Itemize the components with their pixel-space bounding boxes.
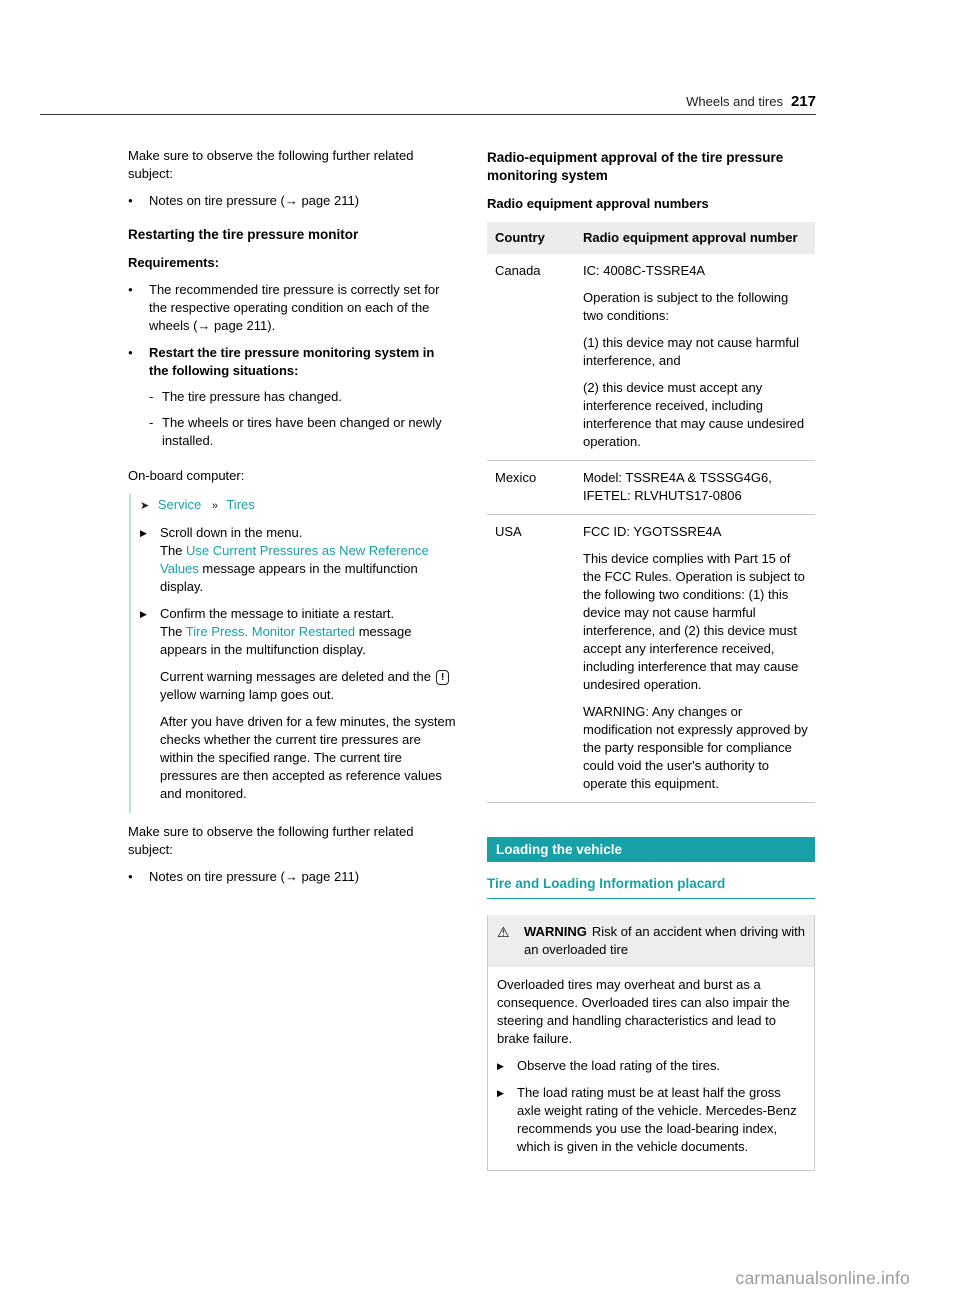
menu-separator-icon: » <box>211 500 218 512</box>
cell-paragraph: Operation is subject to the following two conditions: <box>583 290 789 323</box>
warning-risk-text: Risk of an accident when driving with an overloaded tire <box>524 924 806 957</box>
table-header-row <box>487 222 815 254</box>
dash-icon: - <box>149 389 154 404</box>
col-header-country: Country <box>487 222 575 254</box>
warning-instruction-step <box>497 1057 805 1075</box>
warning-label: WARNING <box>524 924 587 939</box>
bullet-icon: ● <box>128 285 133 294</box>
related-subject-intro: Make sure to observe the following further related subject: <box>128 824 414 857</box>
section-banner-loading-the-vehicle: Loading the vehicle <box>487 837 815 862</box>
text-fragment: yellow warning lamp goes out. <box>160 687 335 702</box>
placard-heading-link[interactable]: Tire and Loading Information placard <box>487 875 815 899</box>
text-fragment: message appears in the multifunction display. <box>160 624 412 657</box>
cell-paragraph: This device complies with Part 15 of the FCC Rules. Operation is subject to the following two conditions: (1) this device may not cause harmful interference, and (2) this device must accept any interference received, including interference that may cause undesired operation. <box>583 551 805 692</box>
lamp-glyph: ! <box>441 672 445 683</box>
warning-triangle-icon: ⚠ <box>497 924 510 940</box>
step-result-text <box>160 623 456 659</box>
list-item-requirement-pressure <box>128 281 456 335</box>
step-action-text: Scroll down in the menu. <box>160 525 303 540</box>
left-column <box>128 147 456 1171</box>
related-subject-intro: Make sure to observe the following further related subject: <box>128 148 414 181</box>
onboard-computer-arrow-icon: ➤ <box>140 500 150 512</box>
menu-path <box>140 496 456 515</box>
step-result-text <box>160 542 456 596</box>
instruction-arrow-icon: ▶ <box>140 528 147 538</box>
warning-box <box>487 915 815 1171</box>
link-use-current-pressures[interactable]: Use Current Pressures as New Reference Values <box>160 543 429 576</box>
cell-approval-number <box>575 461 815 515</box>
requirements-label: Requirements: <box>128 255 220 270</box>
warning-header <box>488 915 814 967</box>
cell-approval-number <box>575 515 815 803</box>
bullet-icon: ● <box>128 348 133 357</box>
watermark: carmanualsonline.info <box>735 1268 910 1288</box>
onboard-procedure-block <box>129 494 456 813</box>
heading-restarting-monitor: Restarting the tire pressure monitor <box>128 227 359 242</box>
instruction-step-confirm <box>140 605 456 659</box>
table-row-canada <box>487 254 815 461</box>
cell-country: Mexico <box>487 461 575 515</box>
cell-paragraph: (2) this device must accept any interference received, including interference that may cause undesired operation. <box>583 380 805 449</box>
step-body <box>160 605 456 659</box>
list-item-restart-situations <box>128 344 456 458</box>
subheading-approval-numbers: Radio equipment approval numbers <box>487 196 709 211</box>
cell-approval-number <box>575 254 815 461</box>
tire-pressure-warning-lamp-icon <box>436 670 449 685</box>
list-item-text: The recommended tire pressure is correctly set for the respective operating condition on each of the wheels (→ page 211). <box>149 282 440 333</box>
sublist-item-text: The wheels or tires have been changed or newly installed. <box>162 415 442 448</box>
list-item-text: Notes on tire pressure (→ page 211) <box>149 869 360 884</box>
warning-title <box>524 923 805 959</box>
step-action-text: The load rating must be at least half the gross axle weight rating of the vehicle. Mercedes-Benz recommends you use the load-bearing index, which is given in the vehicle documents. <box>517 1085 797 1154</box>
header-rule <box>40 114 816 115</box>
warning-body <box>488 967 814 1170</box>
bullet-icon: ● <box>128 872 133 881</box>
dash-icon: - <box>149 415 154 430</box>
cell-paragraph: FCC ID: YGOTSSRE4A <box>583 524 722 539</box>
cell-country: Canada <box>487 254 575 461</box>
menu-item-service[interactable]: Service <box>157 497 202 512</box>
text-fragment: The <box>160 543 187 558</box>
heading-radio-equipment-approval: Radio-equipment approval of the tire pressure monitoring system <box>487 150 784 183</box>
instruction-arrow-icon: ▶ <box>140 609 147 619</box>
list-item-text: Notes on tire pressure (→ page 211) <box>149 193 360 208</box>
step-action-text: Observe the load rating of the tires. <box>517 1058 721 1073</box>
text-fragment: message appears in the multifunction display. <box>160 561 418 594</box>
instruction-arrow-icon: ▶ <box>497 1061 504 1071</box>
sublist-item <box>149 414 456 450</box>
cell-paragraph: WARNING: Any changes or modification not expressly approved by the party responsible for compliance could void the user's authority to operate this equipment. <box>583 704 808 791</box>
bullet-icon: ● <box>128 196 133 205</box>
instruction-step-scroll <box>140 524 456 596</box>
instruction-arrow-icon: ▶ <box>497 1088 504 1098</box>
list-item-notes-tire-pressure <box>128 192 456 210</box>
onboard-computer-label: On-board computer: <box>128 468 245 483</box>
menu-item-tires[interactable]: Tires <box>226 497 255 512</box>
step-body <box>517 1084 805 1156</box>
list-item-body <box>149 344 456 458</box>
result-warning-lamp <box>160 668 456 704</box>
col-header-approval-number: Radio equipment approval number <box>575 222 815 254</box>
page-header <box>40 93 816 110</box>
warning-body-text: Overloaded tires may overheat and burst as a consequence. Overloaded tires can also impair the steering and handling characteristics and lead to brake failure. <box>497 977 790 1046</box>
content-columns <box>128 147 816 1171</box>
step-body <box>517 1057 805 1075</box>
situation-sublist <box>149 388 456 450</box>
list-item-notes-tire-pressure <box>128 868 456 886</box>
cell-paragraph: (1) this device may not cause harmful interference, and <box>583 335 800 368</box>
sublist-item <box>149 388 456 406</box>
cell-paragraph: IC: 4008C-TSSRE4A <box>583 263 706 278</box>
table-row-mexico <box>487 461 815 515</box>
table-row-usa <box>487 515 815 803</box>
cell-paragraph: Model: TSSRE4A & TSSSG4G6, IFETEL: RLVHUTS17-0806 <box>583 470 772 503</box>
text-fragment: The <box>160 624 186 639</box>
list-item-text: Restart the tire pressure monitoring system in the following situations: <box>149 345 435 378</box>
result-system-check: After you have driven for a few minutes, the system checks whether the current tire pressures are within the specified range. The current tire pressures are then accepted as reference values and monitored. <box>160 714 456 801</box>
sublist-item-text: The tire pressure has changed. <box>162 389 342 404</box>
right-column <box>487 147 815 1171</box>
step-body <box>160 524 456 596</box>
warning-instruction-step <box>497 1084 805 1156</box>
radio-approval-table <box>487 222 815 803</box>
section-title: Wheels and tires <box>686 94 783 109</box>
page-number: 217 <box>790 93 816 110</box>
cell-country: USA <box>487 515 575 803</box>
link-tire-press-monitor-restarted[interactable]: Tire Press. Monitor Restarted <box>185 624 356 639</box>
step-action-text: Confirm the message to initiate a restart. <box>160 606 395 621</box>
text-fragment: Current warning messages are deleted and the <box>160 669 431 684</box>
